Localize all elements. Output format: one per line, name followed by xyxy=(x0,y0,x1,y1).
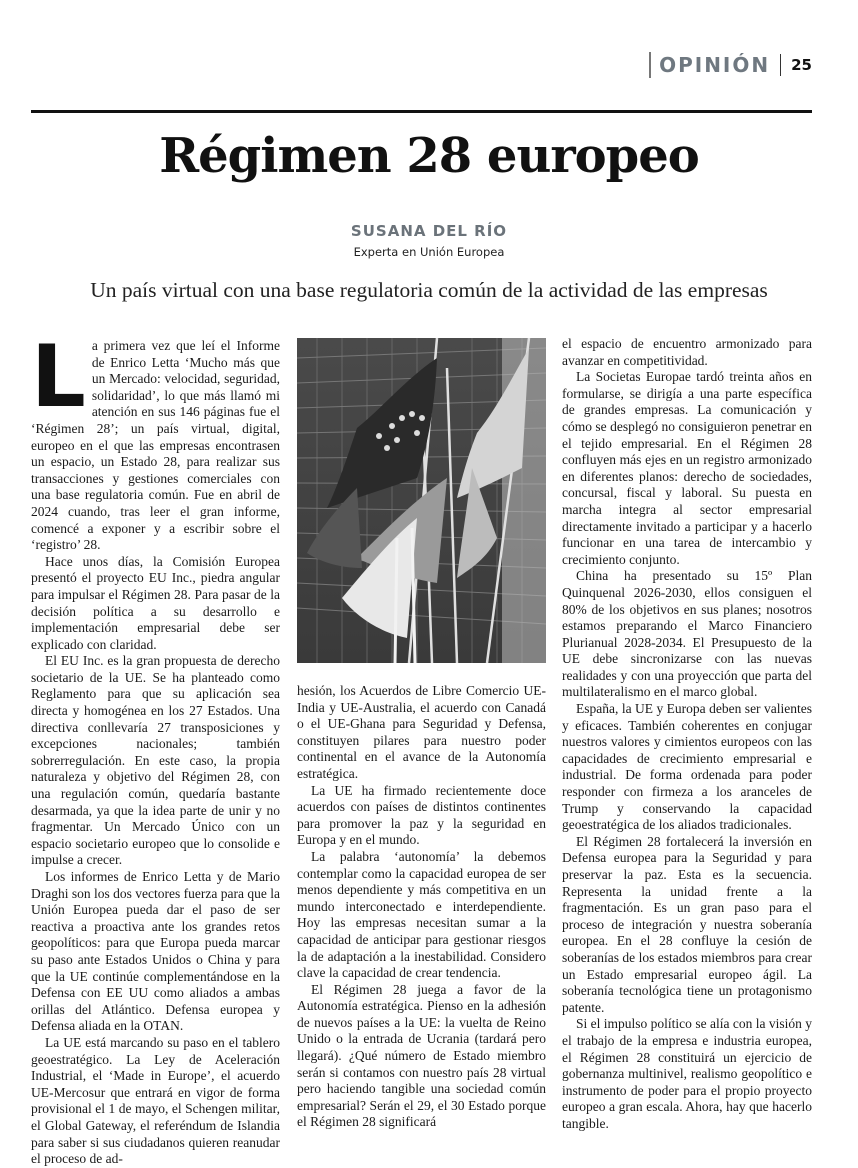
paragraph: Los informes de Enrico Letta y de Mario Draghi son los dos vectores fuerza para que la Unión Europea pueda dar el paso de ser reactiva a proactiva ante los grandes retos geopolíticos: para que Europa pueda marcar su paso ante Estados Unidos o China y para que la UE continúe complementándose en la Defensa con EE UU como aliados a ambas orillas del Atlántico. Defensa europea y Defensa aliada en la OTAN. xyxy=(31,869,280,1034)
paragraph: España, la UE y Europa deben ser valientes y eficaces. También coherentes en conjugar nuestros valores y cimientos europeos con las capacidades de crecimiento empresarial e industrial. De forma ordenada para poder responder con firmeza a los aranceles de Trump y conservando la capacidad geoestratégica de los aliados tradicionales. xyxy=(562,701,812,833)
article-column-1 xyxy=(31,327,280,1168)
paragraph: El Régimen 28 juega a favor de la Autonomía estratégica. Pienso en la adhesión de nuevos países a la UE: la vuelta de Reino Unido o la entrada de Ucrania (tardará pero llegará). ¿Qué número de Estado miembro serán si contamos con nuestro país 28 virtual pero haciendo tangible una sociedad común empresarial? Serán el 29, el 30 Estado porque el Régimen 28 significará xyxy=(297,981,546,1130)
section-label: OPINIÓN xyxy=(659,53,771,77)
article-column-2 xyxy=(297,683,546,1131)
page-number: 25 xyxy=(791,56,812,74)
author-name: SUSANA DEL RÍO xyxy=(350,222,508,240)
article-column-3 xyxy=(562,336,812,1133)
drop-cap: L xyxy=(31,327,86,427)
top-rule xyxy=(31,110,812,113)
eu-flags-photo xyxy=(297,338,546,663)
paragraph: China ha presentado su 15º Plan Quinquenal 2026-2030, ellos consiguen el 80% de los objetivos en sus planes; nosotros estamos preparando el Marco Financiero Plurianual 2028-2034. El Presupuesto de la UE debe sincronizarse con las nuevas realidades y con una proyección que parta del multilateralismo en el marco global. xyxy=(562,568,812,700)
paragraph: La Societas Europae tardó treinta años en formularse, se dirigía a una parte específica de grandes empresas. La comunicación y cómo se desplegó no consiguieron penetrar en el tejido empresarial. En el Régimen 28 confluyen más ejes en un registro armonizado en diferentes planos: derecho de sociedades, concursal, fiscal y laboral. Su puesta en marcha integra al sector empresarial directamente invitado a participar y a hacerlo funcionar en una tarea de intercambio y crecimiento conjunto. xyxy=(562,369,812,567)
author-role: Experta en Unión Europea xyxy=(353,245,505,259)
paragraph: el espacio de encuentro armonizado para avanzar en competitividad. xyxy=(562,336,812,368)
paragraph: Si el impulso político se alía con la visión y el trabajo de la empresa e industria europea, el Régimen 28 constituirá un ejercicio de gobernanza multinivel, realismo geopolítico e instrumento de poder para el propio proyecto europeo a gran escala. Ahora, hay que hacerlo tangible. xyxy=(562,1016,812,1131)
paragraph: El EU Inc. es la gran propuesta de derecho societario de la UE. Se ha planteado como Reglamento para que su aplicación sea directa y homogénea en los 27 Estados. Una directiva conllevaría 27 transposiciones y excepciones nacionales; también sobrerregulación. En este caso, la propia naturaleza y objetivo del Régimen 28, con una regulación común, quedaría bastante desarmada, ya que la idea parte de unir y no fragmentar. Un Mercado Único con un espacio societario europeo que lo consolide e impulse a crecer. xyxy=(31,653,280,868)
paragraph: La UE está marcando su paso en el tablero geoestratégico. La Ley de Aceleración Industrial, el ‘Made in Europe’, el acuerdo UE-Mercosur que entrará en vigor de forma provisional el 1 de mayo, el Schengen militar, el Global Gateway, el referéndum de Islandia para saber si sus ciudadanos quieren reanudar el proceso de ad- xyxy=(31,1034,280,1167)
page-number-divider xyxy=(780,54,781,76)
article-title: Régimen 28 europeo xyxy=(159,128,699,184)
paragraph: hesión, los Acuerdos de Libre Comercio UE-India y UE-Australia, el acuerdo con Canadá o el UE-Ghana para Seguridad y Defensa, constituyen pilares para nuestro poder continental en el avance de la Autonomía estratégica. xyxy=(297,683,546,781)
paragraph xyxy=(31,327,280,554)
article-subtitle: Un país virtual con una base regulatoria común de la actividad de las empresas xyxy=(90,278,768,302)
paragraph: Hace unos días, la Comisión Europea presentó el proyecto EU Inc., piedra angular para impulsar el Régimen 28. Para pasar de la decisión política a su desarrollo e implementación empresarial debe ser explicado con claridad. xyxy=(31,553,280,652)
paragraph: El Régimen 28 fortalecerá la inversión en Defensa europea para la Seguridad y para preservar la paz. Esta es la secuencia. Representa la unidad frente a la fragmentación. Es un gran paso para el proceso de integración y nuestra soberanía europea. En el 28 confluye la cesión de soberanías de los estados miembros para crear un Estado empresarial europeo ágil. La soberanía tecnológica tiene un protagonismo patente. xyxy=(562,833,812,1015)
paragraph: La UE ha firmado recientemente doce acuerdos con países de distintos continentes para promover la paz y la seguridad en Europa y en el mundo. xyxy=(297,782,546,848)
paragraph: La palabra ‘autonomía’ la debemos contemplar como la capacidad europea de ser menos dependiente y más competitiva en un mundo interconectado e interdependiente. Hoy las empresas necesitan sumar a la capacidad de anticipar para gestionar riesgos la de adaptación a la inestabilidad. Considero clave la capacidad de crear tendencia. xyxy=(297,848,546,981)
paragraph-text: a primera vez que leí el Informe de Enrico Letta ‘Mucho más que un Mercado: velocidad, seguridad, solidaridad’, lo que más llamó mi atención en sus 146 páginas fue el ‘Régimen 28’; un país virtual, digital, europeo en el que las empresas encontrasen un espacio, un Estado 28, para realizar sus transacciones y gestiones comerciales con una base regulatoria común. Fue en abril de 2024 cuando, tras leer el gran informe, comencé a exponer y a escribir sobre el ‘registro’ 28. xyxy=(31,338,280,553)
flags-photo-icon xyxy=(297,338,546,663)
section-divider xyxy=(649,52,651,78)
page-header xyxy=(649,52,812,78)
byline xyxy=(0,222,858,259)
